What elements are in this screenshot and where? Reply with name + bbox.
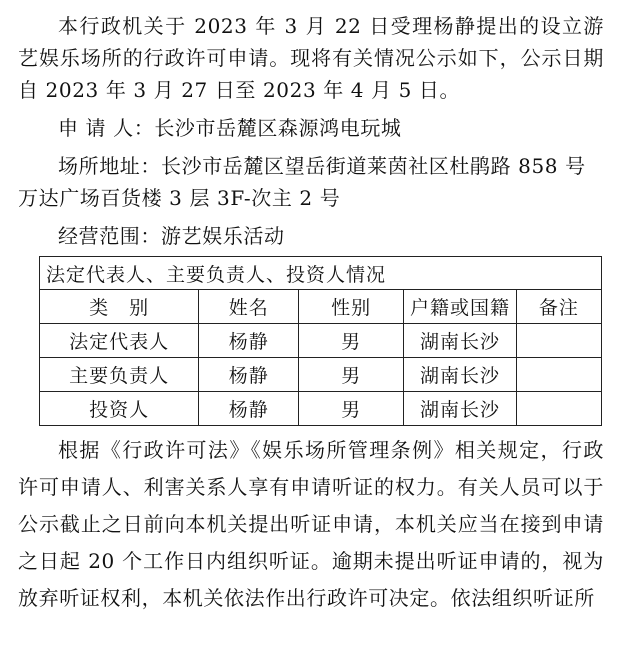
table-caption: 法定代表人、主要负责人、投资人情况 [40, 257, 602, 290]
personnel-table [39, 256, 602, 426]
cell-name: 杨静 [199, 358, 299, 392]
cell-origin: 湖南长沙 [404, 358, 517, 392]
header-origin: 户籍或国籍 [404, 290, 517, 324]
table-header-row [40, 290, 602, 324]
cell-category: 投资人 [40, 392, 199, 426]
cell-category: 主要负责人 [40, 358, 199, 392]
notice-document [18, 0, 604, 617]
table-row [40, 358, 602, 392]
header-gender: 性别 [299, 290, 404, 324]
header-category: 类 别 [40, 290, 199, 324]
table-caption-row [40, 257, 602, 290]
closing-paragraph: 根据《行政许可法》《娱乐场所管理条例》相关规定，行政许可申请人、利害关系人享有申请听证的权力。有关人员可以于公示截止之日前向本机关提出听证申请，本机关应当在接到申请之日起 20 个工作日内组织听证。逾期未提出听证申请的，视为放弃听证权利，本机关依法作出行政许可决定。依法组织听证所 [18, 438, 604, 610]
intro-paragraph: 本行政机关于 2023 年 3 月 22 日受理杨静提出的设立游艺娱乐场所的行政许可申请。现将有关情况公示如下，公示日期自 2023 年 3 月 27 日至 2023 年 4 月 5 日。 [18, 14, 604, 102]
cell-category: 法定代表人 [40, 324, 199, 358]
address-line: 场所地址：长沙市岳麓区望岳街道莱茵社区杜鹃路 858 号万达广场百货楼 3 层 3F-次主 2 号 [18, 154, 586, 210]
applicant-line: 申 请 人：长沙市岳麓区森源鸿电玩城 [58, 116, 402, 140]
header-notes: 备注 [516, 290, 601, 324]
cell-notes [516, 358, 601, 392]
table-row [40, 392, 602, 426]
cell-gender: 男 [299, 358, 404, 392]
cell-name: 杨静 [199, 392, 299, 426]
cell-gender: 男 [299, 392, 404, 426]
cell-name: 杨静 [199, 324, 299, 358]
table-row [40, 324, 602, 358]
scope-line: 经营范围：游艺娱乐活动 [58, 224, 285, 248]
cell-notes [516, 324, 601, 358]
cell-gender: 男 [299, 324, 404, 358]
cell-origin: 湖南长沙 [404, 392, 517, 426]
cell-origin: 湖南长沙 [404, 324, 517, 358]
header-name: 姓名 [199, 290, 299, 324]
cell-notes [516, 392, 601, 426]
